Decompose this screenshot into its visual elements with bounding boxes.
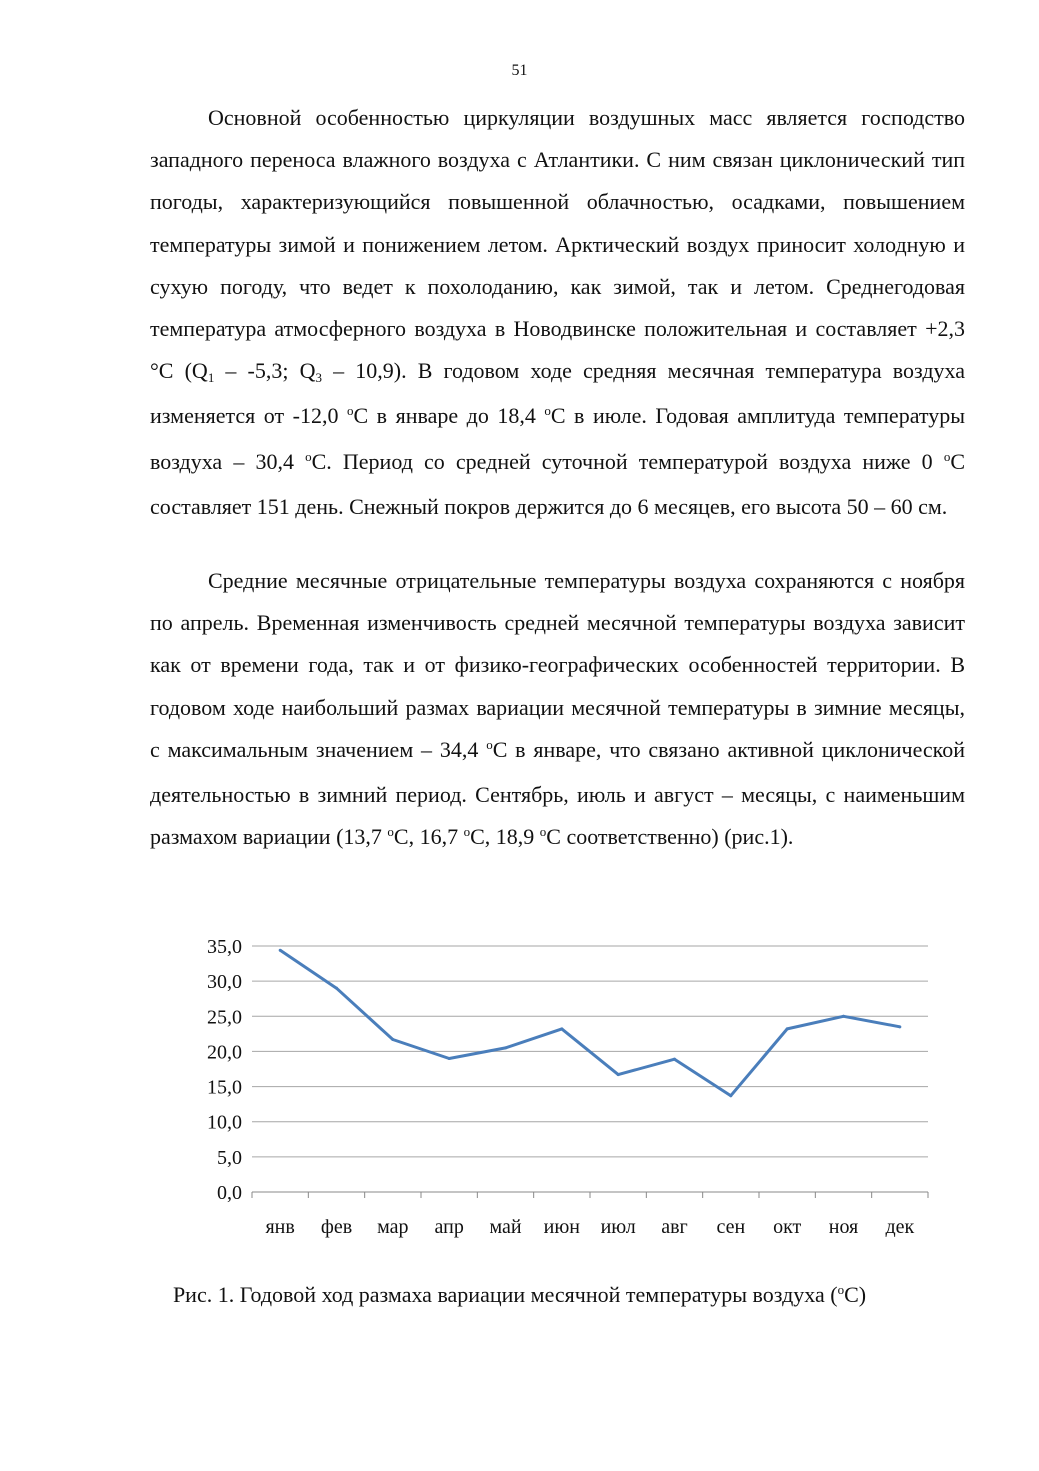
p1-text-c: – 10,9). В годовом ходе средняя месячная температура воздуха изменяется от -12,0 [150, 358, 965, 429]
data-point [786, 1027, 789, 1030]
y-tick-label: 30,0 [207, 971, 242, 994]
data-point [391, 1038, 394, 1041]
data-point [504, 1046, 507, 1049]
x-tick-label: июл [600, 1216, 636, 1238]
p1-degree-1: o [346, 403, 354, 419]
paragraph-2 [150, 560, 965, 861]
p1-text-f: С. Период со средней суточной температурой воздуха ниже 0 [311, 448, 944, 474]
y-tick-label: 0,0 [217, 1182, 242, 1204]
data-point [448, 1057, 451, 1060]
data-point [335, 987, 338, 990]
y-tick-label: 5,0 [217, 1146, 242, 1169]
p2-text-b: С в январе, что связано активной циклонической деятельностью в зимний период. Сентябрь, июль и август – месяцы, с наименьшим размахом вариации (13,7 [150, 736, 965, 850]
x-tick-label: ноя [828, 1216, 859, 1238]
p1-degree-4: o [943, 448, 951, 464]
y-tick-label: 35,0 [207, 936, 242, 958]
data-point [279, 949, 282, 952]
x-tick-label: сен [716, 1216, 746, 1238]
x-tick-label: дек [885, 1216, 915, 1238]
p1-text-g: С составляет 151 день. Снежный покров держится до 6 месяцев, его высота 50 – 60 см. [150, 448, 966, 519]
x-tick-label: май [489, 1216, 522, 1238]
data-point [673, 1058, 676, 1061]
p2-text-c: С, 16,7 [393, 824, 464, 850]
p1-text-b: – -5,3; Q [214, 358, 316, 384]
p2-degree-1: o [486, 736, 493, 752]
figure-caption [0, 1282, 1039, 1308]
p1-sub-q1: 1 [207, 370, 215, 386]
page-number: 51 [511, 62, 528, 79]
caption-degree: o [837, 1282, 845, 1297]
data-point [898, 1025, 901, 1028]
y-tick-label: 25,0 [207, 1006, 242, 1029]
x-tick-label: янв [265, 1216, 295, 1238]
p1-sub-q3: 3 [315, 370, 323, 386]
p2-text-e: С соответственно) (рис.1). [546, 824, 794, 850]
series-line [280, 950, 900, 1095]
p1-text-a: Основной особенностью циркуляции воздушных масс является господство западного переноса влажного воздуха с Атлантики. С ним связан циклонический тип погоды, характеризующийся повышенной облачностью, осадками, повышением температуры зимой и понижением летом. Арктический воздух приносит холодную и сухую погоду, что ведет к похолоданию, как зимой, так и летом. Среднегодовая температура атмосферного воздуха в Новодвинске положительная и составляет +2,3 °С (Q [150, 105, 965, 384]
caption-text-b: С) [844, 1282, 867, 1307]
p2-degree-4: o [539, 824, 547, 840]
x-tick-label: апр [434, 1216, 464, 1238]
variation-range-chart [160, 925, 950, 1250]
x-tick-label: окт [773, 1216, 802, 1238]
paragraph-1 [150, 97, 965, 528]
data-point [729, 1094, 732, 1097]
p2-degree-3: o [463, 824, 471, 840]
p2-text-d: С, 18,9 [470, 824, 540, 850]
p1-text-e: С в июле. Годовая амплитуда температуры воздуха – 30,4 [150, 403, 965, 474]
y-tick-label: 15,0 [207, 1076, 242, 1099]
data-point [617, 1073, 620, 1076]
data-point [842, 1015, 845, 1018]
p2-text-a: Средние месячные отрицательные температуры воздуха сохраняются с ноября по апрель. Временная изменчивость средней месячной температуры воздуха зависит как от времени года, так и от физико-географических особенностей территории. В годовом ходе наибольший размах вариации месячной температуры в зимние месяцы, с максимальным значением – 34,4 [150, 568, 965, 762]
p2-degree-2: o [387, 824, 394, 840]
x-tick-label: мар [377, 1216, 409, 1238]
p1-degree-2: o [544, 403, 551, 419]
x-tick-label: июн [543, 1216, 581, 1238]
y-tick-label: 10,0 [207, 1111, 242, 1134]
data-point [560, 1027, 563, 1030]
p1-degree-3: o [305, 448, 312, 464]
y-tick-label: 20,0 [207, 1041, 242, 1064]
p1-text-d: С в январе до 18,4 [353, 403, 545, 429]
x-tick-label: фев [320, 1216, 353, 1238]
caption-text-a: Рис. 1. Годовой ход размаха вариации месячной температуры воздуха ( [172, 1282, 838, 1307]
x-tick-label: авг [661, 1216, 688, 1238]
